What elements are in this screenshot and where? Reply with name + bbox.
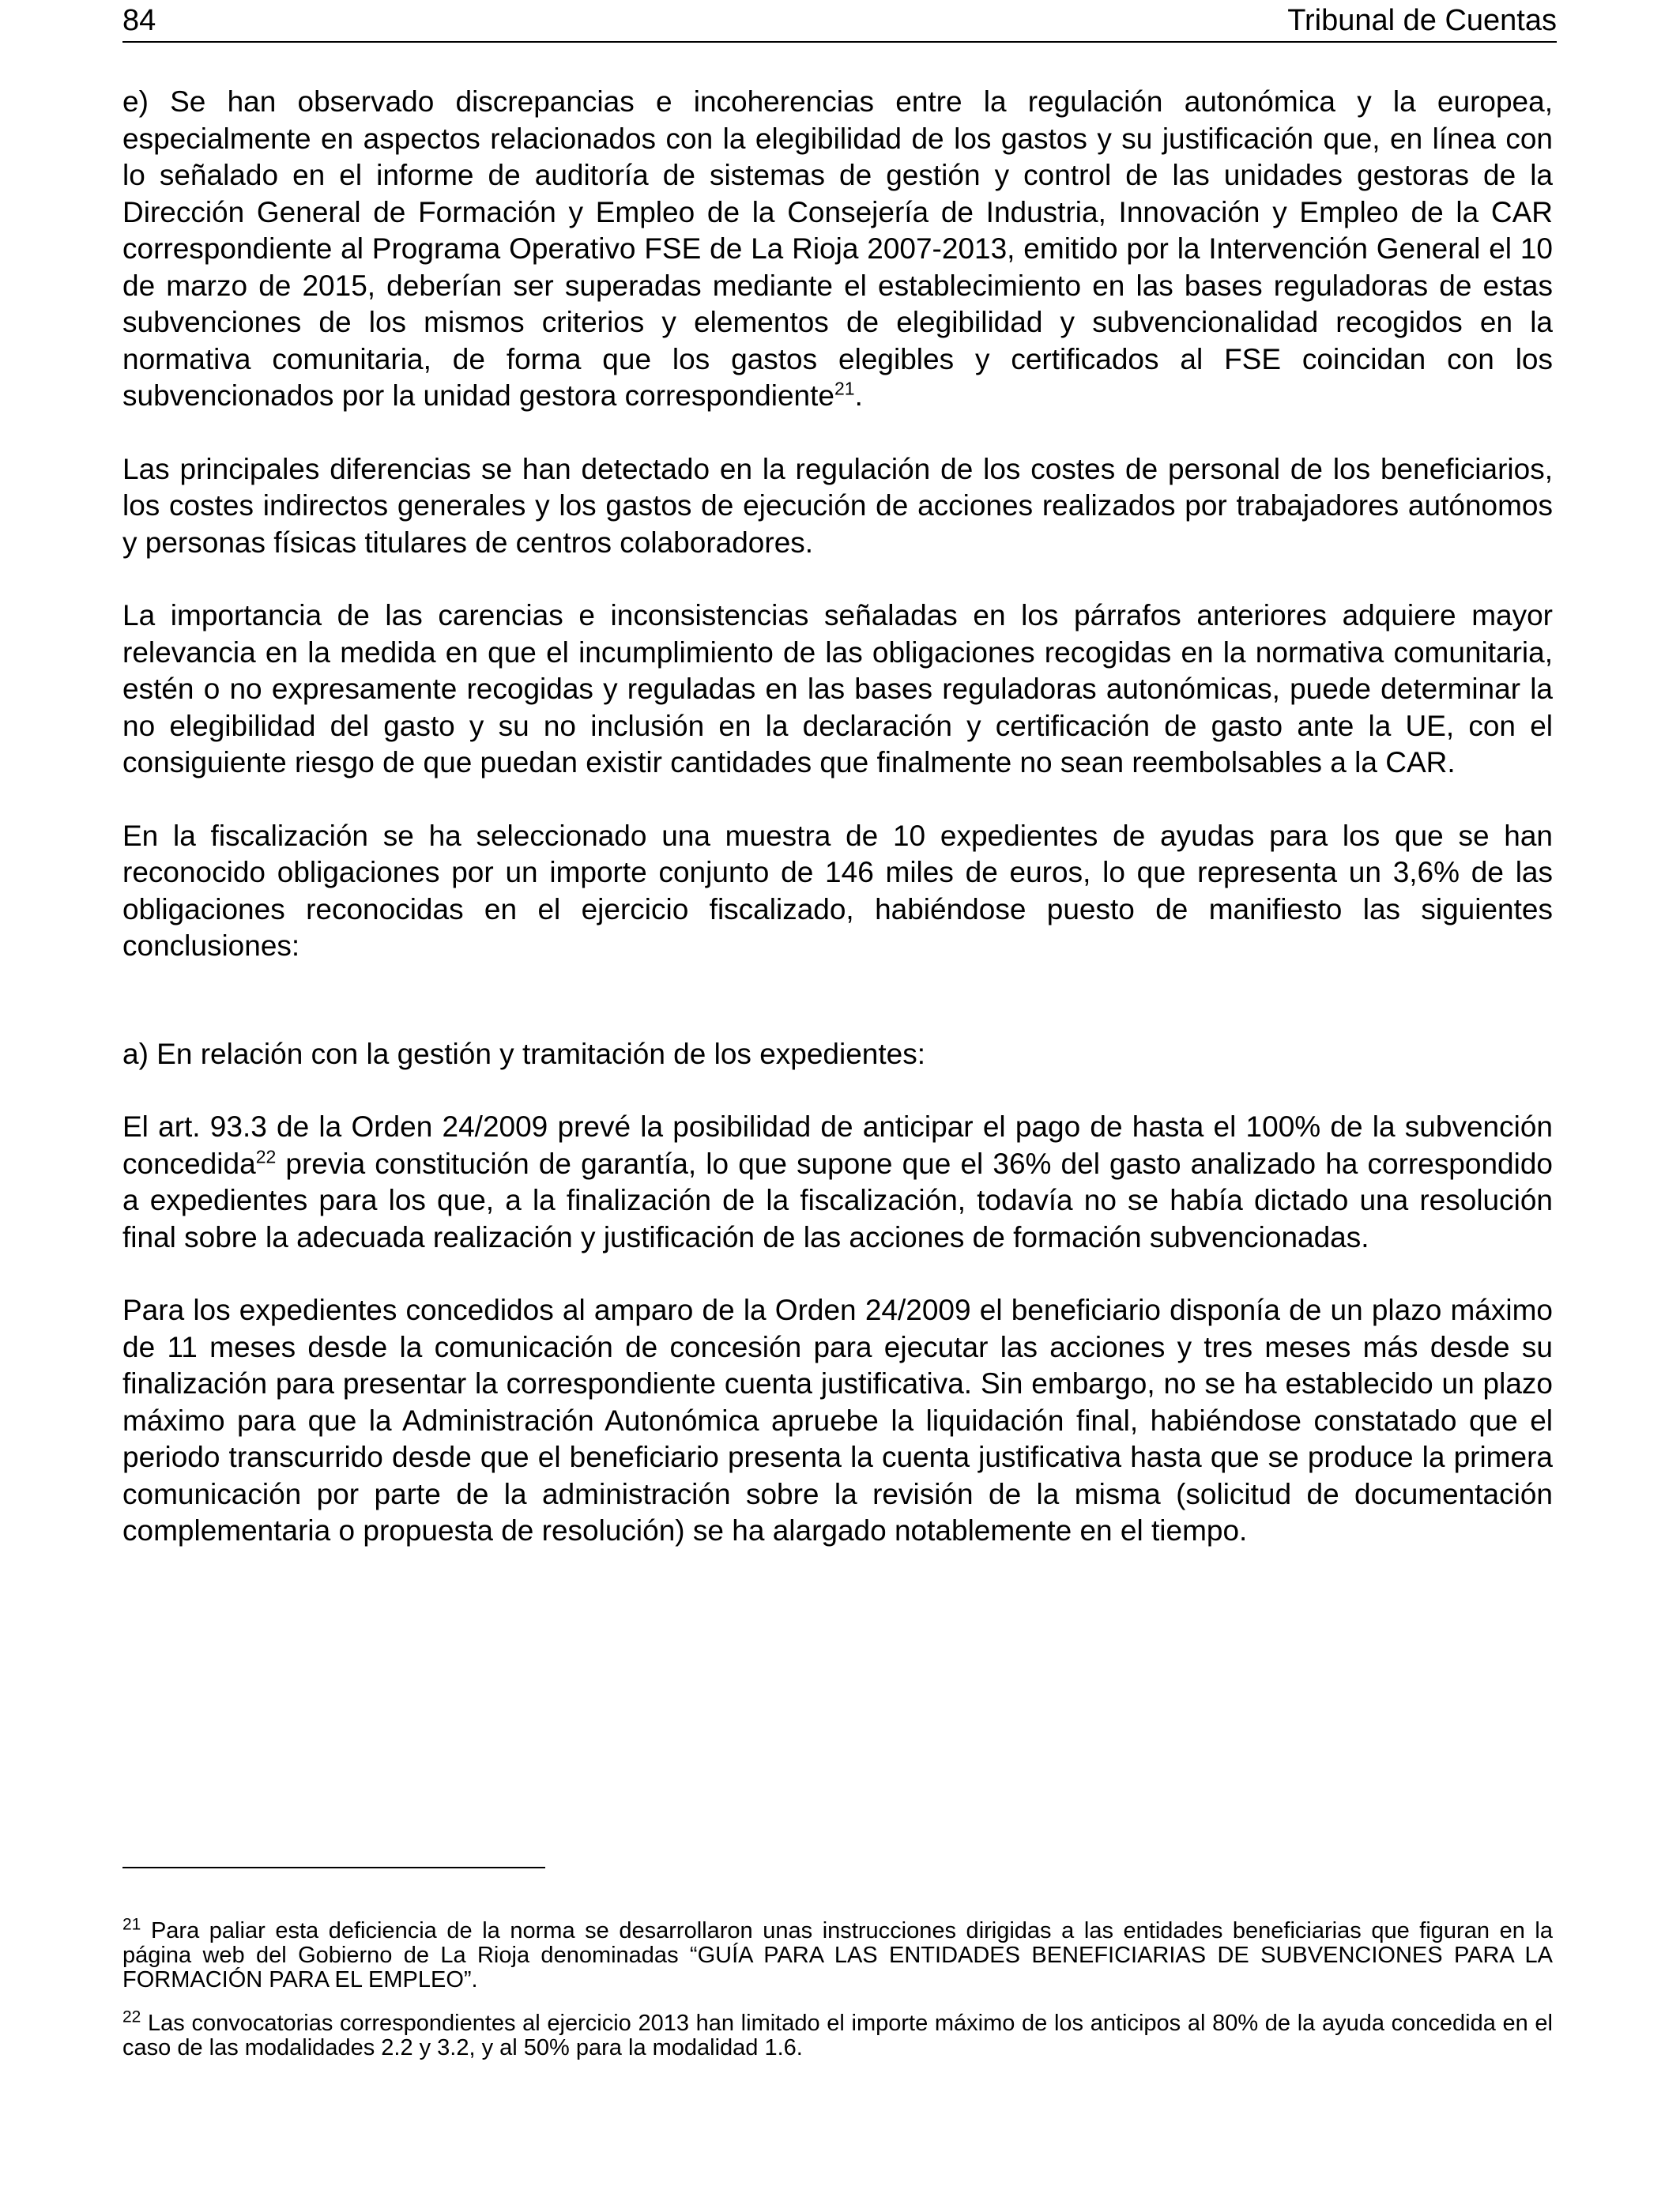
footnotes (122, 1915, 1553, 2079)
footnote-number: 21 (122, 1915, 141, 1934)
body-text (122, 84, 1553, 1586)
paragraph-a-management: a) En relación con la gestión y tramitación de los expedientes: (122, 1037, 926, 1070)
paragraph-main-differences: Las principales diferencias se han detectado en la regulación de los costes de personal de los beneficiarios, los costes indirectos generales y los gastos de ejecución de acciones realizados por trabajadores autónomos y personas físicas titulares de centros colaboradores. (122, 452, 1553, 559)
footnote-ref-22[interactable]: 22 (255, 1146, 277, 1167)
paragraph-e-discrepancies: e) Se han observado discrepancias e incoherencias entre la regulación autonómica y la europea, especialmente en aspectos relacionados con la elegibilidad de los gastos y su justificación que, en línea con lo señalado en el informe de auditoría de sistemas de gestión y control de las unidades gestoras de la Dirección General de Formación y Empleo de la Consejería de Industria, Innovación y Empleo de la CAR correspondiente al Programa Operativo FSE de La Rioja 2007-2013, emitido por la Intervención General el 10 de marzo de 2015, deberían ser superadas mediante el establecimiento en las bases reguladoras de estas subvenciones de los mismos criterios y elementos de elegibilidad y subvencionalidad recogidos en la normativa comunitaria, de forma que los gastos elegibles y certificados al FSE coincidan con los subvencionados por la unidad gestora correspondiente$^{21}$. (122, 85, 1553, 412)
footnote-separator (122, 1867, 545, 1868)
footnote-22: $^{22}$ Las convocatorias correspondientes al ejercicio 2013 han limitado el importe máximo de los anticipos al 80% de la ayuda concedida en el caso de las modalidades 2.2 y 3.2, y al 50% para la modalidad 1.6. (122, 2007, 1553, 2060)
page-number: 84 (122, 4, 156, 37)
paragraph-importance: La importancia de las carencias e inconsistencias señaladas en los párrafos anteriores adquiere mayor relevancia en la medida en que el incumplimiento de las obligaciones recogidas en la normativa comunitaria, estén o no expresamente recogidas y reguladas en las bases reguladoras autonómicas, puede determinar la no elegibilidad del gasto y su no inclusión en la declaración y certificación de gasto ante la UE, con el consiguiente riesgo de que puedan existir cantidades que finalmente no sean reembolsables a la CAR. (122, 599, 1553, 778)
paragraph-art-93: El art. 93.3 de la Orden 24/2009 prevé la posibilidad de anticipar el pago de hasta el 100% de la subvención concedida$^{22}$ previa constitución de garantía, lo que supone que el 36% del gasto analizado ha correspondido a expedientes para los que, a la finalización de la fiscalización, todavía no se había dictado una resolución final sobre la adecuada realización y justificación de las acciones de formación subvencionadas. (122, 1110, 1553, 1253)
footnote-number: 22 (122, 2007, 141, 2026)
page-header (122, 0, 1557, 43)
running-title: Tribunal de Cuentas (1287, 4, 1557, 37)
footnote-21: $^{21}$ Para paliar esta deficiencia de la norma se desarrollaron unas instrucciones dirigidas a las entidades beneficiarias que figuran en la página web del Gobierno de La Rioja denominadas “GUÍA PARA LAS ENTIDADES BENEFICIARIAS DE SUBVENCIONES PARA LA FORMACIÓN PARA EL EMPLEO”. (122, 1915, 1553, 1992)
paragraph-deadlines: Para los expedientes concedidos al amparo de la Orden 24/2009 el beneficiario disponía de un plazo máximo de 11 meses desde la comunicación de concesión para ejecutar las acciones y tres meses más desde su finalización para presentar la correspondiente cuenta justificativa. Sin embargo, no se ha establecido un plazo máximo para que la Administración Autonómica apruebe la liquidación final, habiéndose constatado que el periodo transcurrido desde que el beneficiario presenta la cuenta justificativa hasta que se produce la primera comunicación por parte de la administración sobre la revisión de la misma (solicitud de documentación complementaria o propuesta de resolución) se ha alargado notablemente en el tiempo. (122, 1294, 1553, 1547)
footnote-ref-21[interactable]: 21 (834, 378, 855, 399)
paragraph-sample: En la fiscalización se ha seleccionado una muestra de 10 expedientes de ayudas para los que se han reconocido obligaciones por un importe conjunto de 146 miles de euros, lo que representa un 3,6% de las obligaciones reconocidas en el ejercicio fiscalizado, habiéndose puesto de manifiesto las siguientes conclusiones: (122, 819, 1553, 962)
